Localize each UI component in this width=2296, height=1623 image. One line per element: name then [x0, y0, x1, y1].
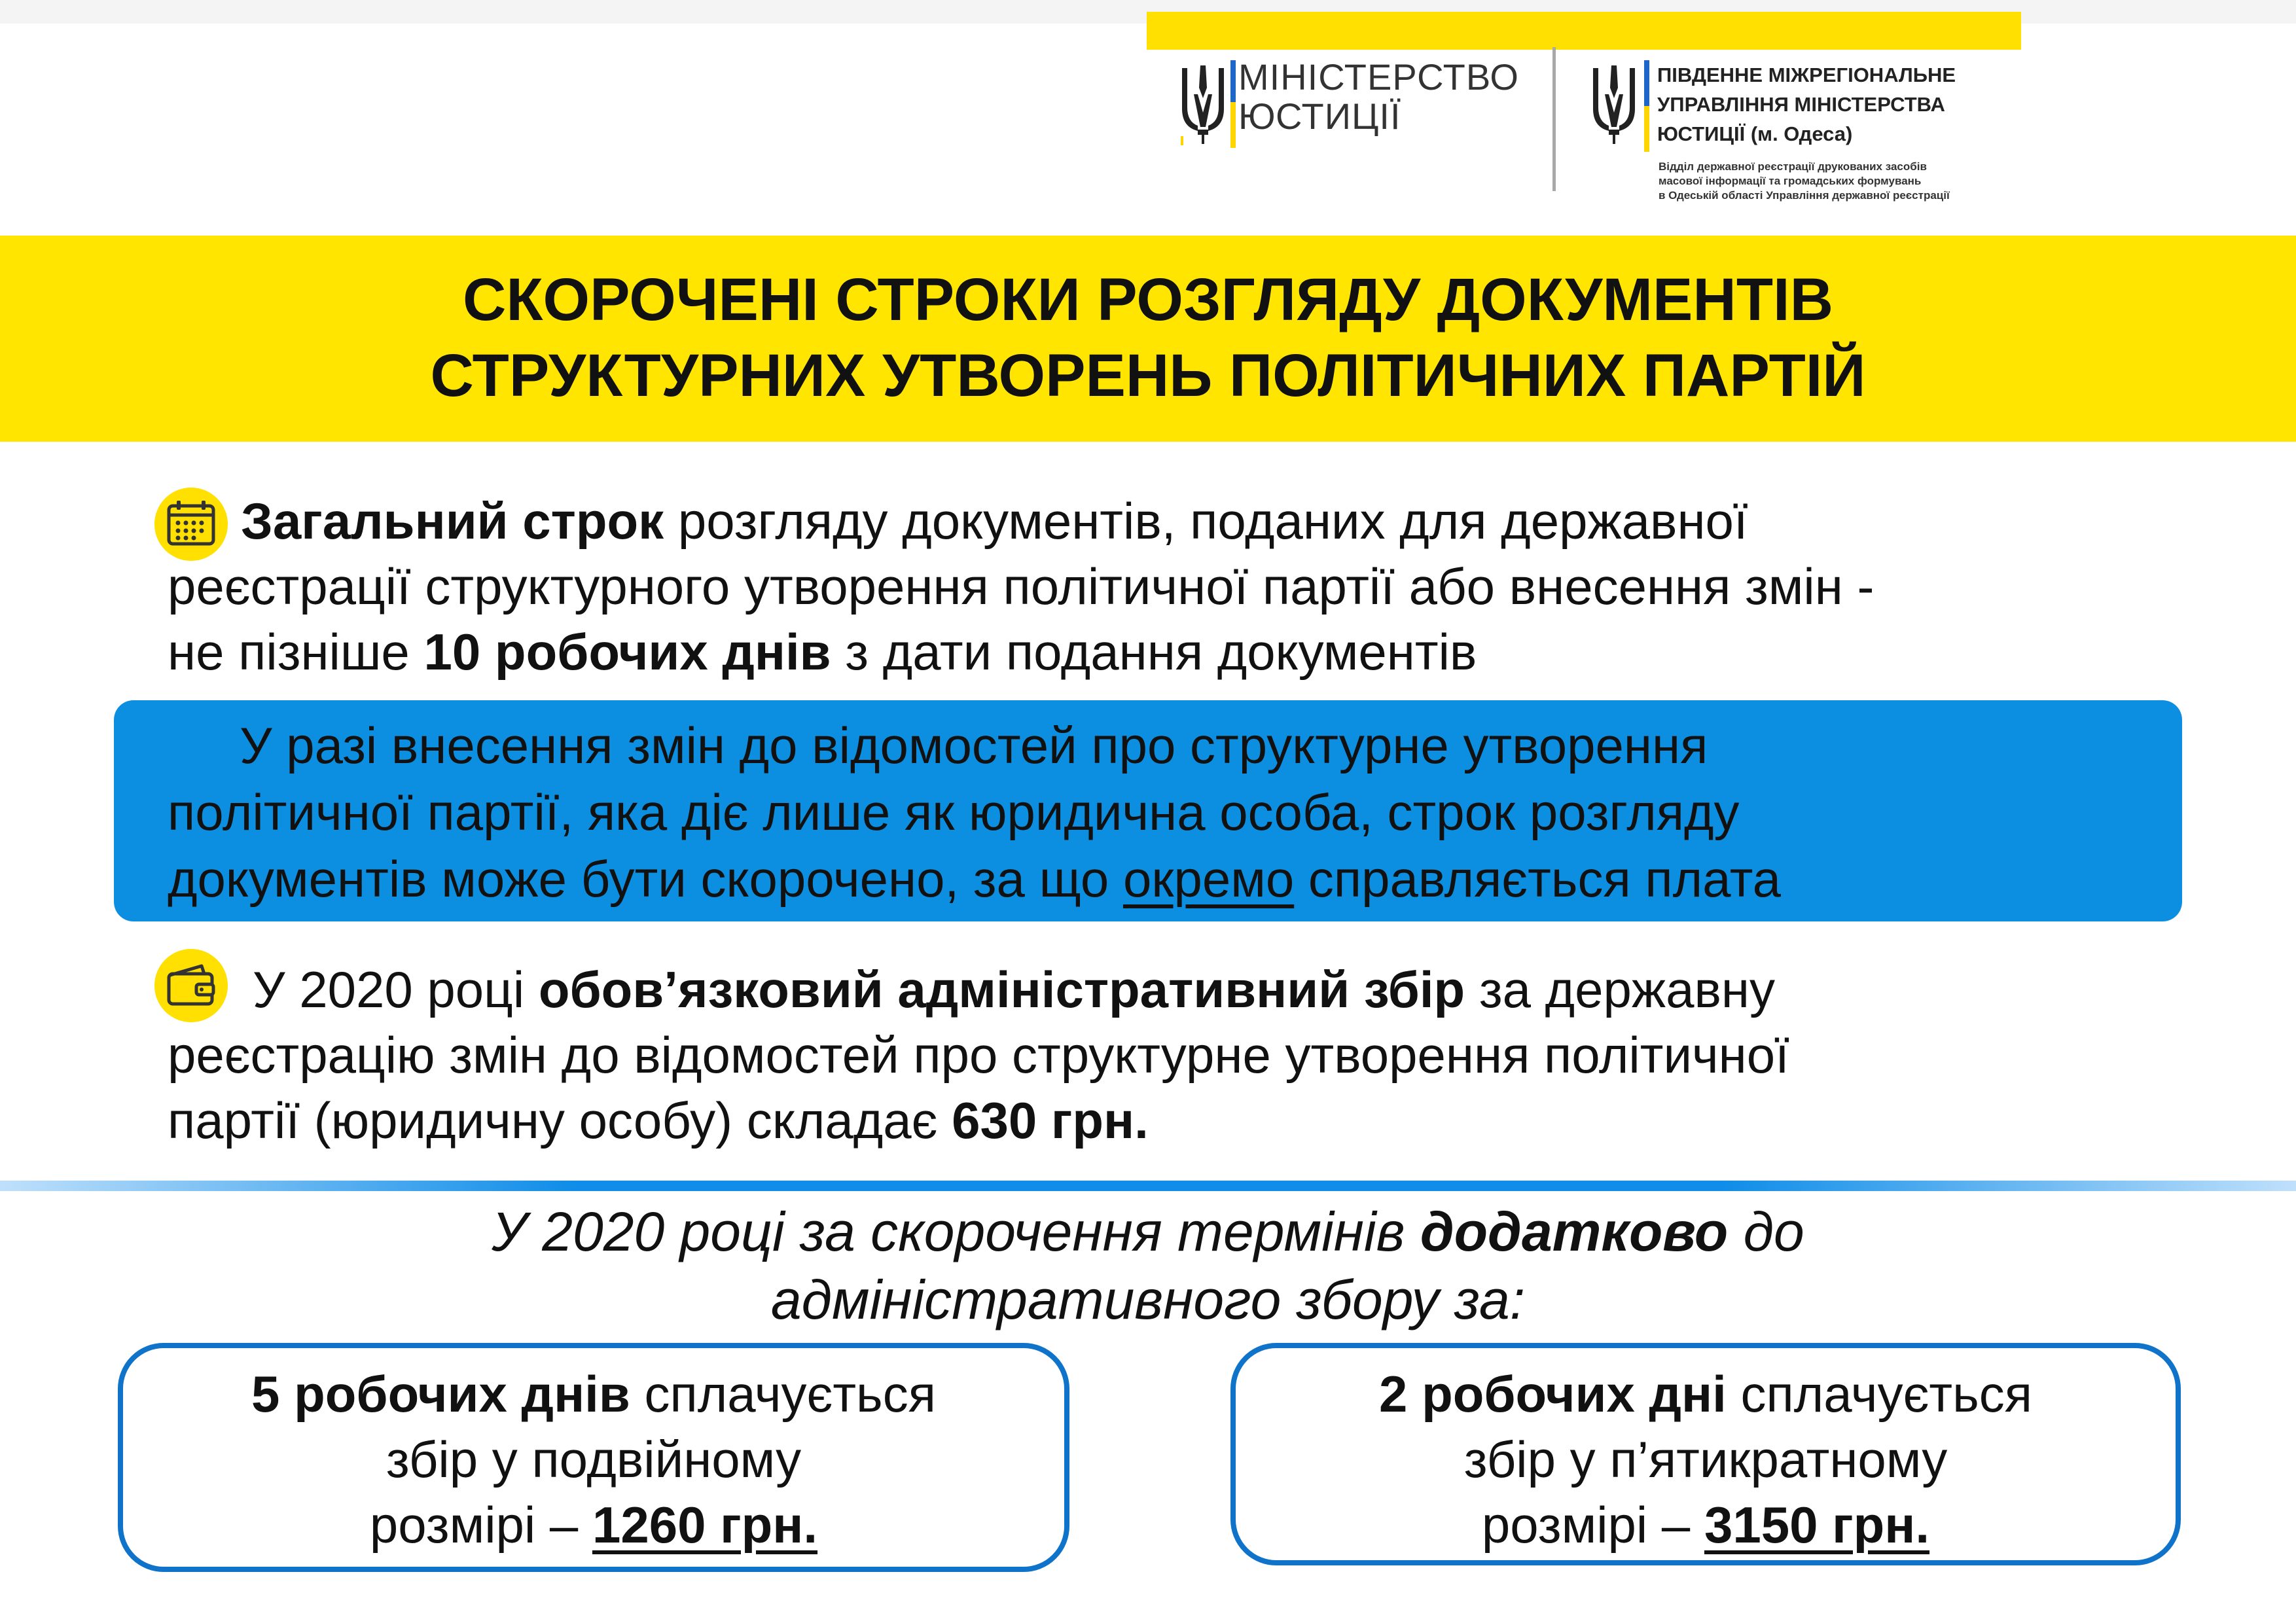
- flag-yellow-stripe: [1644, 106, 1649, 152]
- fee-label: обов’язковий адміністративний збір: [538, 961, 1465, 1018]
- separately-emphasis: окремо: [1122, 850, 1295, 908]
- option-amount: 1260 грн.: [592, 1496, 818, 1554]
- option-term: 2 робочих дні: [1379, 1365, 1727, 1423]
- trident-emblem-icon: [1178, 62, 1228, 147]
- ministry-name: МІНІСТЕРСТВО ЮСТИЦІЇ: [1238, 56, 1519, 137]
- fee-paragraph: У 2020 році обов’язковий адміністративний збір за державну реєстрацію змін до відомостей про структурне утворення політичної партії (юридичну особу) складає 630 грн.: [168, 961, 1789, 1149]
- general-term-paragraph: Загальний строк розгляду документів, поданих для державної реєстрації структурного утворення політичної партії або внесення змін - не пізніше 10 робочих днів з дати подання документів: [168, 492, 1874, 681]
- page-title: СКОРОЧЕНІ СТРОКИ РОЗГЛЯДУ ДОКУМЕНТІВ СТРУКТУРНИХ УТВОРЕНЬ ПОЛІТИЧНИХ ПАРТІЙ: [430, 266, 1866, 409]
- logo-divider: [1552, 47, 1556, 191]
- department-name: Відділ державної реєстрації друкованих засобів масової інформації та громадських формувань в Одеській області Управління державної реєстрації: [1659, 160, 1950, 202]
- notice-text: У разі внесення змін до відомостей про структурне утворення політичної партії, яка діє лише як юридична особа, строк розгляду документів може бути скорочено, за що окремо справляється плата: [168, 717, 1782, 908]
- flag-blue-stripe: [1230, 60, 1236, 102]
- flag-yellow-stripe: [1230, 102, 1236, 148]
- logo-accent-bar: [1147, 12, 2021, 50]
- option-card-2-days: 2 робочих дні сплачується збір у п’ятикратному розмірі – 3150 грн.: [1230, 1343, 2181, 1565]
- option-amount: 3150 грн.: [1704, 1496, 1930, 1554]
- flag-blue-stripe: [1644, 60, 1649, 106]
- regional-office-name: ПІВДЕННЕ МІЖРЕГІОНАЛЬНЕ УПРАВЛІННЯ МІНІСТЕРСТВА ЮСТИЦІЇ (м. Одеса): [1657, 63, 1956, 145]
- option-card-5-days: 5 робочих днів сплачується збір у подвійному розмірі – 1260 грн.: [118, 1343, 1069, 1572]
- additional-fee-intro: У 2020 році за скорочення термінів додатково до адміністративного збору за:: [492, 1201, 1804, 1330]
- fee-amount: 630 грн.: [952, 1092, 1149, 1149]
- general-term-label: Загальний строк: [241, 492, 664, 550]
- term-days: 10 робочих днів: [423, 623, 831, 681]
- option-term: 5 робочих днів: [251, 1365, 630, 1423]
- trident-emblem-icon: [1589, 62, 1639, 147]
- section-divider: [0, 1181, 2296, 1191]
